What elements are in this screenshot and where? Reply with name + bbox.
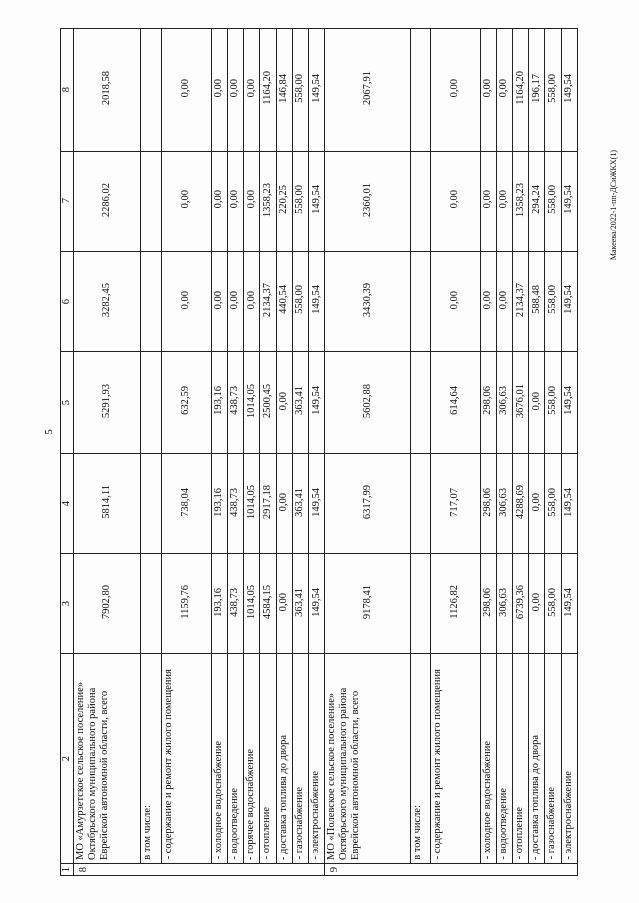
row-label: в том числе:: [141, 804, 153, 860]
value-cell: [325, 151, 411, 251]
value-cell: [161, 29, 211, 152]
column-number-3: [61, 554, 74, 654]
value-cell: [512, 554, 528, 654]
value-cell: [227, 29, 243, 152]
value-text: 2500,45: [261, 383, 273, 418]
value-cell: [308, 454, 324, 554]
value-cell: [545, 554, 561, 654]
value-cell: [512, 251, 528, 351]
row-label-cell: [276, 654, 292, 863]
value-cell: [410, 151, 430, 251]
value-text: 438,73: [229, 386, 241, 416]
value-cell: [292, 554, 308, 654]
value-text: 2018,58: [100, 71, 112, 106]
value-text: 0,00: [229, 79, 241, 98]
value-text: 0,00: [482, 79, 494, 98]
value-text: 149,54: [310, 487, 322, 517]
value-cell: [430, 351, 480, 453]
value-cell: [140, 251, 161, 351]
value-cell: [529, 29, 545, 152]
value-cell: [211, 351, 227, 453]
value-text: 0,00: [245, 79, 257, 98]
row-label: - электроснабжение: [562, 771, 574, 860]
value-text: 438,73: [229, 587, 241, 617]
value-text: 5814,11: [100, 485, 112, 519]
value-text: 220,25: [278, 185, 290, 215]
value-text: 146,84: [278, 73, 290, 103]
value-cell: [561, 251, 577, 351]
row-label: в том числе:: [411, 804, 423, 860]
data-table: [60, 28, 578, 876]
value-text: 1358,23: [514, 182, 526, 217]
page-number: 5: [43, 429, 55, 435]
value-cell: [276, 251, 292, 351]
value-cell: [292, 251, 308, 351]
value-cell: [512, 29, 528, 152]
value-text: 614,64: [449, 386, 461, 416]
value-text: 0,00: [229, 190, 241, 209]
value-text: 558,00: [546, 487, 558, 517]
value-cell: [496, 29, 512, 152]
value-text: 0,00: [530, 492, 542, 512]
value-cell: [73, 29, 140, 152]
value-cell: [561, 554, 577, 654]
row-label-cell: [561, 654, 577, 863]
value-cell: [561, 351, 577, 453]
value-cell: [260, 251, 276, 351]
table-row: [61, 251, 578, 351]
row-label: - водоотведение: [228, 788, 240, 860]
value-cell: [496, 351, 512, 453]
value-text: 149,54: [563, 587, 575, 617]
value-cell: [480, 351, 496, 453]
value-text: 6739,36: [514, 585, 526, 620]
value-cell: [260, 454, 276, 554]
value-text: 5291,93: [100, 383, 112, 418]
value-text: 193,16: [213, 487, 225, 517]
row-label: - газоснабжение: [546, 787, 558, 860]
row-label: - газоснабжение: [293, 787, 305, 860]
value-cell: [410, 454, 430, 554]
value-cell: [410, 351, 430, 453]
value-text: 1164,20: [261, 71, 273, 106]
value-cell: [211, 554, 227, 654]
row-label-cell: [140, 654, 161, 863]
value-cell: [292, 351, 308, 453]
value-cell: [260, 151, 276, 251]
value-text: 0,00: [278, 492, 290, 512]
row-label-cell: [227, 654, 243, 863]
value-cell: [211, 151, 227, 251]
value-text: 558,00: [546, 386, 558, 416]
value-text: 149,54: [563, 285, 575, 315]
value-text: 0,00: [245, 190, 257, 209]
column-number-text: 7: [61, 198, 72, 204]
value-cell: [244, 554, 260, 654]
value-cell: [211, 454, 227, 554]
value-text: 0,00: [229, 290, 241, 309]
row-label: - холодное водоснабжение: [212, 741, 224, 860]
value-text: 0,00: [213, 290, 225, 309]
value-text: 306,63: [498, 386, 510, 416]
value-cell: [227, 351, 243, 453]
value-text: 558,00: [546, 587, 558, 617]
value-cell: [292, 151, 308, 251]
value-cell: [140, 554, 161, 654]
column-number-text: 8: [61, 87, 72, 93]
group-number-text: 8: [77, 866, 89, 872]
value-text: 2286,02: [100, 182, 112, 217]
value-text: 1014,05: [245, 485, 257, 520]
row-label: - доставка топлива до двора: [530, 734, 542, 860]
value-cell: [430, 554, 480, 654]
value-cell: [410, 29, 430, 152]
value-cell: [276, 151, 292, 251]
column-number-text: 5: [61, 399, 72, 405]
value-text: 149,54: [563, 185, 575, 215]
value-cell: [480, 554, 496, 654]
value-cell: [529, 554, 545, 654]
value-cell: [244, 454, 260, 554]
value-text: 3430,39: [361, 282, 373, 317]
value-text: 363,41: [294, 587, 306, 617]
value-cell: [496, 251, 512, 351]
value-cell: [545, 351, 561, 453]
value-cell: [308, 251, 324, 351]
value-cell: [545, 454, 561, 554]
column-number-text: 2: [61, 755, 72, 761]
value-cell: [496, 454, 512, 554]
value-text: 363,41: [294, 487, 306, 517]
row-label: - электроснабжение: [309, 771, 321, 860]
value-text: 1014,05: [245, 585, 257, 620]
value-cell: [410, 251, 430, 351]
value-text: 294,24: [530, 185, 542, 215]
value-text: 2360,01: [361, 182, 373, 217]
row-label-cell: [480, 654, 496, 863]
value-cell: [73, 151, 140, 251]
value-cell: [227, 454, 243, 554]
value-cell: [276, 29, 292, 152]
value-text: 149,54: [310, 587, 322, 617]
value-cell: [276, 351, 292, 453]
value-cell: [496, 151, 512, 251]
value-text: 363,41: [294, 386, 306, 416]
document-footer: Макеева/2022-1-пп-ДСиЖКХ(1): [609, 150, 618, 261]
value-text: 0,00: [449, 290, 461, 309]
value-cell: [161, 251, 211, 351]
row-label-cell: [260, 654, 276, 863]
value-cell: [308, 351, 324, 453]
table-row: [61, 151, 578, 251]
value-cell: [512, 151, 528, 251]
value-text: 438,73: [229, 487, 241, 517]
value-cell: [227, 151, 243, 251]
value-cell: [211, 251, 227, 351]
value-text: 558,00: [294, 185, 306, 215]
value-text: 149,54: [310, 386, 322, 416]
value-text: 0,00: [245, 290, 257, 309]
column-number-1: [61, 863, 74, 875]
value-cell: [480, 151, 496, 251]
value-cell: [545, 29, 561, 152]
column-number-text: 4: [61, 500, 72, 507]
value-cell: [227, 251, 243, 351]
value-cell: [430, 454, 480, 554]
value-cell: [325, 251, 411, 351]
value-cell: [480, 454, 496, 554]
value-cell: [325, 454, 411, 554]
value-cell: [430, 151, 480, 251]
row-label-cell: [73, 654, 140, 863]
column-number-2: [61, 654, 74, 863]
value-text: 298,06: [482, 487, 494, 517]
value-cell: [480, 29, 496, 152]
value-cell: [140, 29, 161, 152]
value-text: 0,00: [498, 290, 510, 309]
row-label: - горячее водоснабжение: [245, 748, 257, 860]
value-text: 196,17: [530, 73, 542, 103]
value-text: 0,00: [482, 290, 494, 309]
value-cell: [292, 29, 308, 152]
value-text: 2134,37: [261, 282, 273, 317]
value-text: 149,54: [310, 73, 322, 103]
value-cell: [161, 351, 211, 453]
value-text: 0,00: [213, 190, 225, 209]
value-cell: [211, 29, 227, 152]
value-cell: [73, 351, 140, 453]
value-cell: [161, 454, 211, 554]
value-cell: [561, 454, 577, 554]
value-text: 0,00: [180, 190, 192, 209]
value-text: 193,16: [213, 386, 225, 416]
column-number-4: [61, 454, 74, 554]
value-text: 7902,80: [100, 585, 112, 620]
row-label-cell: [244, 654, 260, 863]
column-number-text: 6: [61, 298, 72, 304]
value-text: 1164,20: [514, 71, 526, 106]
value-text: 5602,88: [361, 383, 373, 418]
row-label-cell: [512, 654, 528, 863]
row-label-cell: [161, 654, 211, 863]
value-cell: [260, 29, 276, 152]
value-text: 717,07: [449, 487, 461, 517]
value-cell: [308, 29, 324, 152]
value-text: 0,00: [449, 79, 461, 98]
table-row: [61, 554, 578, 654]
value-text: 3282,45: [100, 282, 112, 317]
value-text: 738,04: [180, 487, 192, 517]
value-text: 4288,69: [514, 485, 526, 520]
value-text: 193,16: [213, 587, 225, 617]
value-text: 558,00: [546, 185, 558, 215]
row-label: - отопление: [513, 807, 525, 860]
value-cell: [140, 351, 161, 453]
value-text: 2917,18: [261, 485, 273, 520]
value-cell: [308, 151, 324, 251]
row-label-cell: [308, 654, 324, 863]
value-text: 306,63: [498, 587, 510, 617]
table-row: [61, 654, 578, 863]
value-text: 2067,91: [361, 71, 373, 106]
value-text: 3676,01: [514, 383, 526, 418]
value-cell: [244, 351, 260, 453]
column-number-8: [61, 29, 74, 152]
value-text: 0,00: [278, 391, 290, 411]
value-text: 0,00: [180, 79, 192, 98]
value-text: 440,54: [278, 285, 290, 315]
value-cell: [161, 151, 211, 251]
column-number-6: [61, 251, 74, 351]
value-text: 0,00: [498, 79, 510, 98]
table-row: [61, 351, 578, 453]
column-number-7: [61, 151, 74, 251]
row-label-cell: [325, 654, 411, 863]
table-row: [61, 863, 578, 875]
value-cell: [430, 251, 480, 351]
value-text: 149,54: [310, 285, 322, 315]
value-cell: [496, 554, 512, 654]
value-text: 632,59: [180, 386, 192, 416]
value-cell: [73, 454, 140, 554]
value-text: 298,06: [482, 587, 494, 617]
value-cell: [308, 554, 324, 654]
value-cell: [561, 29, 577, 152]
value-cell: [512, 454, 528, 554]
row-label: - отопление: [261, 807, 273, 860]
value-cell: [161, 554, 211, 654]
row-label-cell: [529, 654, 545, 863]
value-cell: [529, 251, 545, 351]
value-text: 558,00: [294, 73, 306, 103]
value-text: 149,54: [563, 386, 575, 416]
value-text: 588,48: [530, 285, 542, 315]
value-text: 0,00: [530, 593, 542, 612]
row-label: - водоотведение: [497, 788, 509, 860]
value-cell: [244, 251, 260, 351]
value-cell: [545, 151, 561, 251]
value-cell: [529, 454, 545, 554]
value-cell: [140, 454, 161, 554]
value-text: 1126,82: [449, 585, 461, 620]
value-cell: [73, 251, 140, 351]
value-text: 298,06: [482, 386, 494, 416]
row-label-cell: [410, 654, 430, 863]
row-label-cell: [211, 654, 227, 863]
row-label: - содержание и ремонт жилого помещения: [162, 669, 174, 860]
value-cell: [292, 454, 308, 554]
value-text: 2134,37: [514, 282, 526, 317]
value-text: 9178,41: [361, 585, 373, 620]
value-text: 558,00: [294, 285, 306, 315]
row-label: МО «Амурзетское сельское поселение» Октябрьского муниципального района Еврейской автономной области, всего: [74, 681, 110, 860]
table-row: [61, 454, 578, 554]
row-label: - доставка топлива до двора: [277, 734, 289, 860]
value-cell: [244, 29, 260, 152]
row-label: - холодное водоснабжение: [481, 741, 493, 860]
value-text: 0,00: [449, 190, 461, 209]
row-label: - содержание и ремонт жилого помещения: [431, 669, 443, 860]
value-text: 558,00: [546, 285, 558, 315]
table-row: [61, 29, 578, 152]
value-cell: [244, 151, 260, 251]
group-number: [325, 863, 578, 875]
row-label-cell: [292, 654, 308, 863]
value-cell: [325, 554, 411, 654]
value-cell: [512, 351, 528, 453]
value-text: 0,00: [498, 190, 510, 209]
value-text: 0,00: [530, 391, 542, 411]
value-text: 149,54: [310, 185, 322, 215]
row-label-cell: [545, 654, 561, 863]
value-cell: [410, 554, 430, 654]
value-cell: [325, 29, 411, 152]
value-text: 306,63: [498, 487, 510, 517]
row-label-cell: [496, 654, 512, 863]
value-text: 0,00: [278, 593, 290, 612]
value-text: 0,00: [482, 190, 494, 209]
value-cell: [227, 554, 243, 654]
value-text: 149,54: [563, 73, 575, 103]
value-text: 0,00: [180, 290, 192, 309]
column-number-5: [61, 351, 74, 453]
value-cell: [430, 29, 480, 152]
value-text: 1159,76: [180, 585, 192, 620]
value-cell: [73, 554, 140, 654]
value-text: 6317,99: [361, 485, 373, 520]
group-number-text: 9: [329, 866, 341, 872]
value-cell: [260, 351, 276, 453]
value-cell: [529, 151, 545, 251]
value-cell: [325, 351, 411, 453]
row-label: МО «Полевское сельское поселение» Октябрьского муниципального района Еврейской автономной области, всего: [326, 687, 362, 860]
value-text: 558,00: [546, 73, 558, 103]
value-cell: [260, 554, 276, 654]
value-cell: [561, 151, 577, 251]
value-text: 4584,15: [261, 585, 273, 620]
value-cell: [545, 251, 561, 351]
column-number-text: 1: [61, 866, 72, 872]
column-number-text: 3: [61, 600, 72, 607]
value-text: 149,54: [563, 487, 575, 517]
value-cell: [529, 351, 545, 453]
value-text: 1358,23: [261, 182, 273, 217]
group-number: [73, 863, 324, 875]
value-text: 1014,05: [245, 383, 257, 418]
value-cell: [276, 454, 292, 554]
value-text: 0,00: [213, 79, 225, 98]
value-cell: [276, 554, 292, 654]
value-cell: [480, 251, 496, 351]
value-cell: [140, 151, 161, 251]
row-label-cell: [430, 654, 480, 863]
